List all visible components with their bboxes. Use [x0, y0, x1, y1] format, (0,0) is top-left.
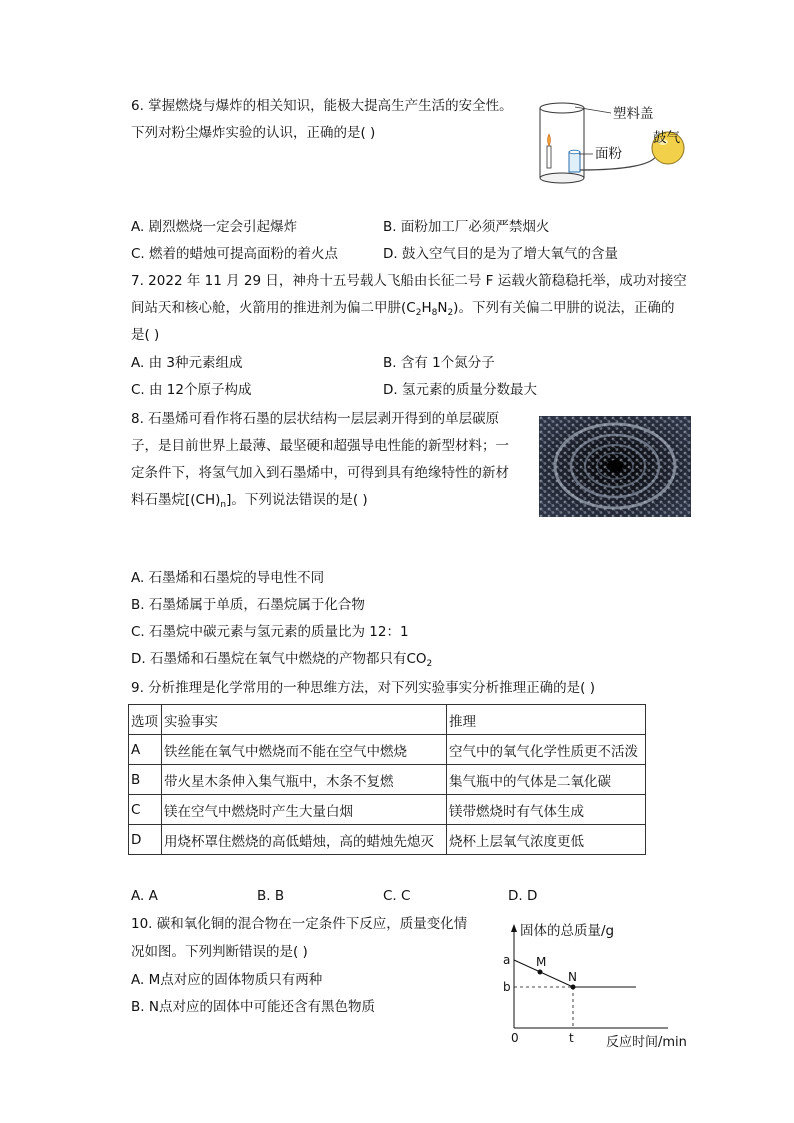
q10-stem-line2: 况如图。下列判断错误的是( ): [131, 944, 308, 960]
label-blow: 鼓气: [653, 130, 680, 146]
q9-option-c: C. C: [383, 888, 411, 904]
q9-option-a: A. A: [131, 888, 158, 904]
q7-option-c: C. 由 12个原子构成: [131, 382, 252, 398]
label-m: M: [536, 955, 547, 969]
graphene-nanotube-image: [539, 416, 691, 517]
q7-option-a: A. 由 3种元素组成: [131, 355, 243, 371]
q9-option-b: B. B: [257, 888, 285, 904]
q9-stem: 9. 分析推理是化学常用的一种思维方法，对下列实验事实分析推理正确的是( ): [131, 680, 595, 696]
q7-stem-line1: 7. 2022 年 11 月 29 日，神舟十五号载人飞船由长征二号 F 运载火箭稳稳托举，成功对接空: [131, 273, 687, 289]
q6-option-a: A. 剧烈燃烧一定会引起爆炸: [131, 219, 298, 235]
table-cell: 镁带燃烧时有气体生成: [447, 795, 646, 825]
q6-option-b: B. 面粉加工厂必须严禁烟火: [383, 219, 550, 235]
q6-stem-line2: 下列对粉尘爆炸实验的认识，正确的是( ): [131, 125, 376, 141]
table-cell: 带火星木条伸入集气瓶中，木条不复燃: [162, 765, 447, 795]
q10-option-b: B. N点对应的固体中可能还含有黑色物质: [131, 999, 375, 1015]
q7-stem-line3: 是( ): [131, 327, 160, 343]
q7-stem-line2: 间站天和核心舱，火箭用的推进剂为偏二甲肼$(C_2H_8N_2)$。下列有关偏二甲肼的说法，正确的: [131, 300, 675, 318]
point-n: [571, 985, 576, 990]
table-cell: 烧杯上层氧气浓度更低: [447, 825, 646, 855]
header-inference: 推理: [447, 705, 646, 735]
y-axis-label: 固体的总质量/g: [520, 923, 615, 939]
table-cell: D: [129, 825, 162, 855]
q6-option-c: C. 燃着的蜡烛可提高面粉的着火点: [131, 246, 339, 262]
table-cell: 铁丝能在氧气中燃烧而不能在空气中燃烧: [162, 735, 447, 765]
table-cell: A: [129, 735, 162, 765]
table-cell: 空气中的氧气化学性质更不活泼: [447, 735, 646, 765]
tick-b: b: [503, 980, 511, 994]
q8-option-d: D. 石墨烯和石墨烷在氧气中燃烧的产物都只有$CO_2$: [131, 651, 433, 669]
origin-label: 0: [511, 1031, 519, 1045]
q6-stem-line1: 6. 掌握燃烧与爆炸的相关知识，能极大提高生产生活的安全性。: [131, 98, 513, 114]
point-m: [538, 970, 543, 975]
header-fact: 实验事实: [162, 705, 447, 735]
mass-time-graph: [496, 916, 696, 1054]
label-flour: 面粉: [595, 146, 622, 162]
q8-option-c: C. 石墨烷中碳元素与氢元素的质量比为 12：1: [131, 624, 409, 640]
q8-option-b: B. 石墨烯属于单质，石墨烷属于化合物: [131, 597, 365, 613]
table-row: [129, 795, 646, 825]
table-cell: 集气瓶中的气体是二氧化碳: [447, 765, 646, 795]
table-cell: 镁在空气中燃烧时产生大量白烟: [162, 795, 447, 825]
table-cell: B: [129, 765, 162, 795]
q9-option-d: D. D: [508, 888, 538, 904]
q7-option-b: B. 含有 1个氮分子: [383, 355, 495, 371]
label-n: N: [568, 970, 577, 984]
table-row: [129, 825, 646, 855]
q8-stem-line3: 定条件下，将氢气加入到石墨烯中，可得到具有绝缘特性的新材: [131, 465, 509, 481]
dust-explosion-apparatus-figure: [525, 96, 715, 196]
q8-stem-line1: 8. 石墨烯可看作将石墨的层状结构一层层剥开得到的单层碳原: [131, 411, 500, 427]
label-lid: 塑料盖: [613, 106, 654, 122]
tick-t: t: [569, 1031, 574, 1045]
q7-option-d: D. 氢元素的质量分数最大: [383, 382, 537, 398]
table-cell: C: [129, 795, 162, 825]
q8-option-a: A. 石墨烯和石墨烷的导电性不同: [131, 570, 325, 586]
q10-option-a: A. M点对应的固体物质只有两种: [131, 972, 323, 988]
x-axis-label: 反应时间/min: [606, 1035, 687, 1050]
q6-option-d: D. 鼓入空气目的是为了增大氧气的含量: [383, 246, 618, 262]
q8-stem-line4: 料石墨烷$[(CH)_n]$。下列说法错误的是( ): [131, 492, 368, 510]
q8-stem-line2: 子，是目前世界上最薄、最坚硬和超强导电性能的新型材料；一: [131, 438, 509, 454]
tick-a: a: [503, 953, 511, 967]
q10-stem-line1: 10. 碳和氧化铜的混合物在一定条件下反应，质量变化情: [131, 916, 468, 932]
table-cell: 用烧杯罩住燃烧的高低蜡烛，高的蜡烛先熄灭: [162, 825, 447, 855]
table-row: [129, 735, 646, 765]
table-header-row: [129, 705, 646, 735]
q9-table: [128, 704, 646, 855]
table-row: [129, 765, 646, 795]
header-option: 选项: [129, 705, 162, 735]
